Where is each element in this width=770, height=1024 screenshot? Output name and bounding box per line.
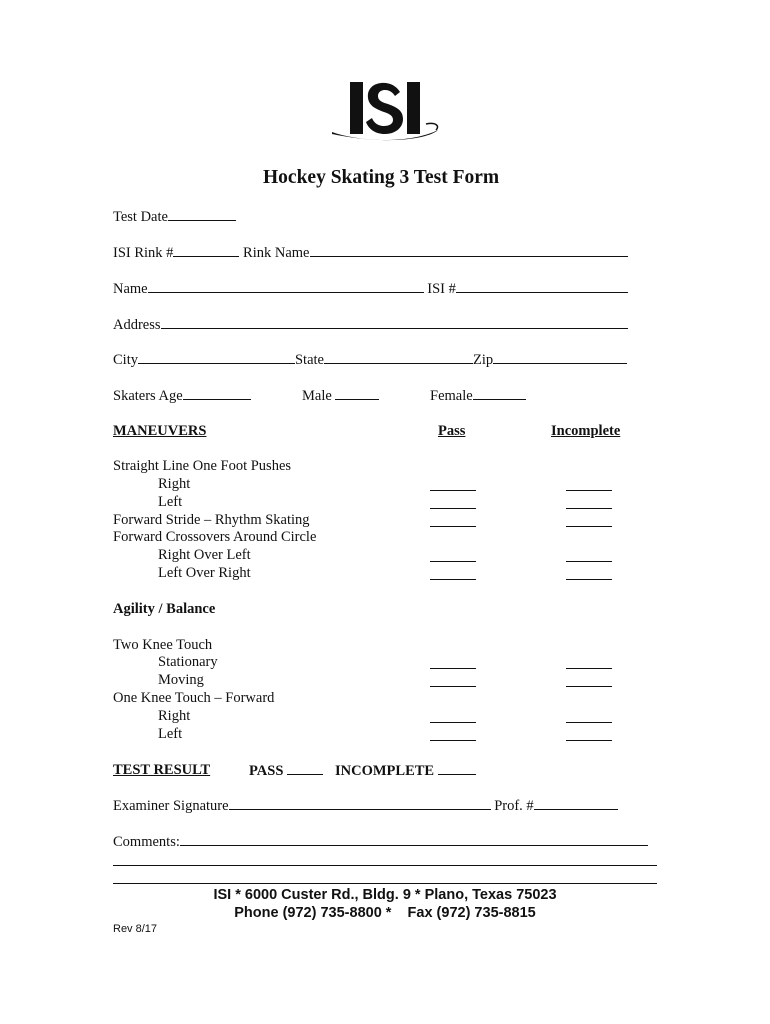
test-date-field[interactable] — [168, 207, 236, 221]
form-title — [263, 169, 499, 187]
maneuver-straight-line: Straight Line One Foot Pushes — [113, 458, 292, 474]
male-field[interactable] — [335, 386, 379, 400]
result-incomplete-field[interactable] — [438, 761, 476, 775]
pass-blank[interactable] — [430, 722, 476, 723]
result-pass-label: PASS — [249, 763, 284, 779]
agility-stationary: Stationary — [158, 654, 218, 670]
agility-moving: Moving — [158, 672, 204, 688]
incomplete-blank[interactable] — [566, 740, 612, 741]
incomplete-blank[interactable] — [566, 526, 612, 527]
maneuver-left-over-right: Left Over Right — [158, 565, 251, 581]
pass-blank[interactable] — [430, 740, 476, 741]
incomplete-blank[interactable] — [566, 686, 612, 687]
test-date-label: Test Date — [113, 209, 168, 225]
incomplete-blank[interactable] — [566, 490, 612, 491]
isi-rink-label: ISI Rink # — [113, 245, 174, 261]
incomplete-blank[interactable] — [566, 561, 612, 562]
rink-name-field[interactable] — [310, 243, 628, 257]
address-field[interactable] — [161, 315, 628, 329]
zip-label: Zip — [472, 352, 494, 368]
pass-blank[interactable] — [430, 668, 476, 669]
comments-label: Comments: — [113, 834, 180, 850]
maneuver-forward-stride: Forward Stride – Rhythm Skating — [113, 512, 310, 528]
city-field[interactable] — [138, 350, 295, 364]
skaters-age-field[interactable] — [183, 386, 251, 400]
maneuvers-heading: MANEUVERS — [113, 423, 207, 439]
isi-logo — [330, 76, 442, 144]
state-label: State — [294, 352, 324, 368]
zip-field[interactable] — [493, 350, 627, 364]
isi-logo-graphic — [330, 76, 442, 144]
maneuver-straight-right: Right — [158, 476, 191, 492]
isi-num-label: ISI # — [427, 281, 456, 297]
isi-rink-field[interactable] — [173, 243, 239, 257]
state-field[interactable] — [324, 350, 473, 364]
name-label: Name — [113, 281, 148, 297]
form-title-text: Hockey Skating 3 Test Form — [263, 167, 500, 188]
comments-line[interactable] — [113, 883, 657, 884]
footer-phone: Phone (972) 735-8800 * Fax (972) 735-8815 — [234, 905, 536, 921]
test-result-label: TEST RESULT — [113, 762, 211, 778]
male-label: Male — [302, 388, 332, 404]
maneuver-forward-crossovers: Forward Crossovers Around Circle — [113, 529, 317, 545]
footer-address: ISI * 6000 Custer Rd., Bldg. 9 * Plano, Texas 75023 — [213, 887, 557, 903]
pass-blank[interactable] — [430, 508, 476, 509]
prof-num-field[interactable] — [534, 796, 618, 810]
revision-note: Rev 8/17 — [113, 923, 158, 935]
rink-name-label: Rink Name — [243, 245, 310, 261]
examiner-signature-field[interactable] — [229, 796, 491, 810]
pass-column-heading: Pass — [438, 423, 466, 439]
maneuver-straight-left: Left — [158, 494, 183, 510]
result-pass-field[interactable] — [287, 761, 323, 775]
incomplete-blank[interactable] — [566, 722, 612, 723]
result-incomplete-label: INCOMPLETE — [335, 763, 435, 779]
name-field[interactable] — [148, 279, 424, 293]
female-row — [430, 386, 526, 405]
pass-blank[interactable] — [430, 490, 476, 491]
skaters-age-row — [113, 386, 251, 405]
male-row — [302, 386, 379, 405]
city-row — [113, 350, 627, 369]
skaters-age-label: Skaters Age — [113, 388, 183, 404]
agility-right: Right — [158, 708, 191, 724]
female-field[interactable] — [473, 386, 526, 400]
agility-two-knee: Two Knee Touch — [113, 637, 213, 653]
result-incomplete-row — [335, 761, 476, 780]
result-pass-row — [249, 761, 323, 780]
comments-field[interactable] — [180, 832, 648, 846]
agility-left: Left — [158, 726, 183, 742]
rink-row — [113, 243, 628, 262]
address-row — [113, 315, 628, 334]
female-label: Female — [430, 388, 473, 404]
examiner-row — [113, 796, 618, 815]
address-label: Address — [113, 317, 161, 333]
pass-blank[interactable] — [430, 686, 476, 687]
test-date-row — [113, 207, 236, 226]
comments-line[interactable] — [113, 865, 657, 866]
prof-num-label: Prof. # — [494, 798, 534, 814]
comments-row — [113, 832, 648, 851]
pass-blank[interactable] — [430, 561, 476, 562]
maneuver-right-over-left: Right Over Left — [158, 547, 251, 563]
agility-one-knee: One Knee Touch – Forward — [113, 690, 275, 706]
pass-blank[interactable] — [430, 526, 476, 527]
agility-heading: Agility / Balance — [113, 601, 216, 617]
city-label: City — [113, 352, 138, 368]
pass-blank[interactable] — [430, 579, 476, 580]
isi-num-field[interactable] — [456, 279, 628, 293]
name-row — [113, 279, 628, 298]
incomplete-blank[interactable] — [566, 579, 612, 580]
incomplete-blank[interactable] — [566, 508, 612, 509]
incomplete-blank[interactable] — [566, 668, 612, 669]
examiner-signature-label: Examiner Signature — [113, 798, 229, 814]
incomplete-column-heading: Incomplete — [551, 423, 621, 439]
